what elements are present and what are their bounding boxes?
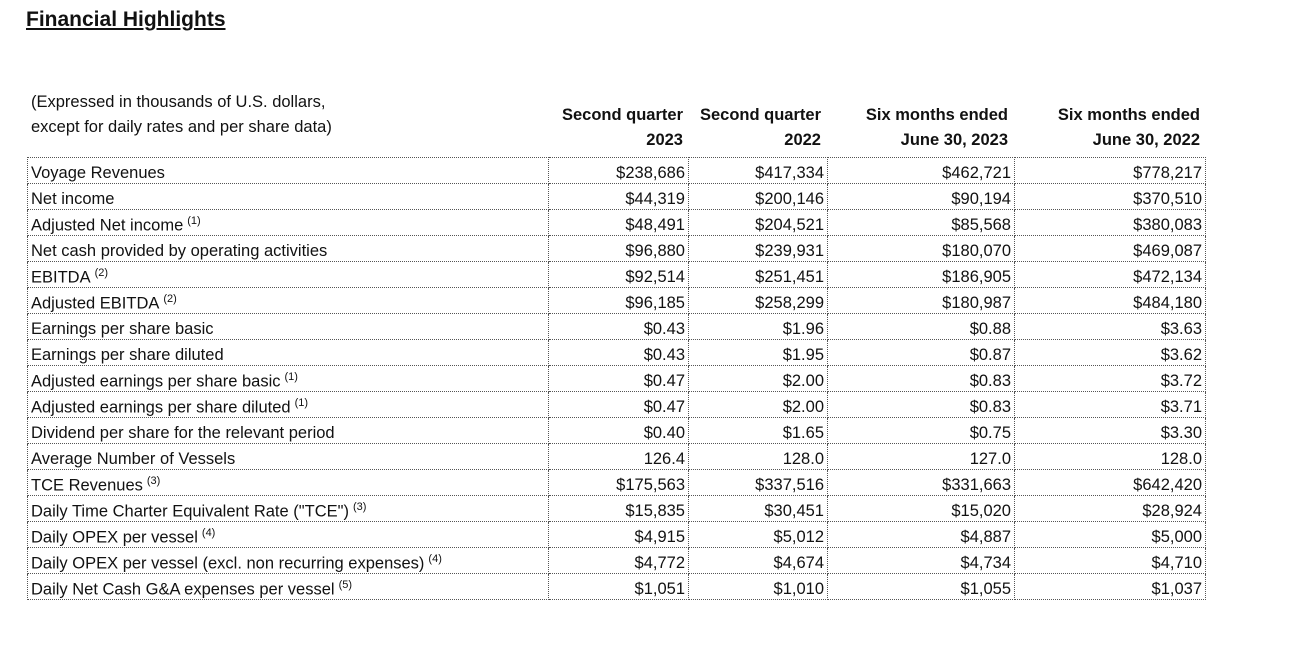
units-note (31, 90, 332, 140)
value-cell: $0.47 (549, 366, 689, 392)
value-cell: $484,180 (1015, 288, 1206, 314)
value-cell: $28,924 (1015, 496, 1206, 522)
row-label: Adjusted Net income (31, 216, 184, 234)
row-label: Dividend per share for the relevant period (31, 424, 335, 442)
table-body (28, 158, 1206, 600)
row-label-cell (28, 470, 549, 496)
value-cell: $1,055 (828, 574, 1015, 600)
footnote-marker: (1) (187, 214, 201, 227)
row-label-cell (28, 314, 549, 340)
value-cell: $5,000 (1015, 522, 1206, 548)
table-row (28, 548, 1206, 574)
table-row (28, 184, 1206, 210)
row-label-cell (28, 210, 549, 236)
table-row (28, 314, 1206, 340)
table-row (28, 496, 1206, 522)
value-cell: $15,835 (549, 496, 689, 522)
value-cell: $0.87 (828, 340, 1015, 366)
table-row (28, 522, 1206, 548)
table-row (28, 158, 1206, 184)
column-header-line2: June 30, 2022 (1092, 131, 1200, 149)
footnote-marker: (3) (352, 500, 367, 513)
value-cell: $258,299 (689, 288, 828, 314)
value-cell: $0.83 (828, 366, 1015, 392)
row-label: TCE Revenues (31, 476, 143, 494)
value-cell: $472,134 (1015, 262, 1206, 288)
units-note-line2: except for daily rates and per share data) (31, 118, 332, 136)
row-label: Earnings per share basic (31, 320, 214, 338)
value-cell: 128.0 (1015, 444, 1206, 470)
value-cell: $0.75 (828, 418, 1015, 444)
table-row (28, 262, 1206, 288)
value-cell: $4,772 (549, 548, 689, 574)
value-cell: $2.00 (689, 392, 828, 418)
table-row (28, 470, 1206, 496)
column-header-q2-2023 (552, 103, 683, 153)
value-cell: $85,568 (828, 210, 1015, 236)
footnote-marker: (2) (94, 266, 109, 279)
value-cell: $180,070 (828, 236, 1015, 262)
value-cell: $1.96 (689, 314, 828, 340)
value-cell: $186,905 (828, 262, 1015, 288)
value-cell: $4,734 (828, 548, 1015, 574)
table-row (28, 288, 1206, 314)
row-label-cell (28, 262, 549, 288)
row-label: Daily Net Cash G&A expenses per vessel (31, 580, 335, 598)
column-header-six-months-2023 (830, 103, 1008, 153)
table-row (28, 444, 1206, 470)
row-label: Voyage Revenues (31, 164, 165, 182)
value-cell: 127.0 (828, 444, 1015, 470)
value-cell: $417,334 (689, 158, 828, 184)
row-label-cell (28, 236, 549, 262)
financial-highlights-table (27, 157, 1206, 600)
row-label: Average Number of Vessels (31, 450, 236, 468)
value-cell: $380,083 (1015, 210, 1206, 236)
value-cell: $0.43 (549, 340, 689, 366)
units-note-line1: (Expressed in thousands of U.S. dollars, (31, 93, 326, 111)
footnote-marker: (4) (428, 552, 442, 565)
value-cell: $251,451 (689, 262, 828, 288)
footnote-marker: (2) (163, 292, 177, 305)
row-label-cell (28, 548, 549, 574)
value-cell: $238,686 (549, 158, 689, 184)
value-cell: $3.62 (1015, 340, 1206, 366)
value-cell: $92,514 (549, 262, 689, 288)
value-cell: $4,915 (549, 522, 689, 548)
value-cell: $5,012 (689, 522, 828, 548)
row-label-cell (28, 184, 549, 210)
footnote-marker: (3) (146, 474, 161, 487)
value-cell: $0.43 (549, 314, 689, 340)
row-label-cell (28, 366, 549, 392)
column-header-six-months-2022 (1014, 103, 1200, 153)
value-cell: $0.83 (828, 392, 1015, 418)
row-label-cell (28, 392, 549, 418)
column-header-line2: 2023 (646, 131, 683, 149)
value-cell: $4,887 (828, 522, 1015, 548)
value-cell: $96,880 (549, 236, 689, 262)
row-label: Earnings per share diluted (31, 346, 224, 364)
row-label: Daily OPEX per vessel (31, 528, 198, 546)
column-header-line2: June 30, 2023 (900, 131, 1008, 149)
column-header-line2: 2022 (784, 131, 821, 149)
row-label: Adjusted EBITDA (31, 294, 160, 312)
value-cell: $4,674 (689, 548, 828, 574)
footnote-marker: (4) (201, 526, 216, 539)
page-title: Financial Highlights (26, 8, 226, 31)
column-header-line1: Second quarter (699, 106, 821, 124)
value-cell: $1,010 (689, 574, 828, 600)
value-cell: $642,420 (1015, 470, 1206, 496)
value-cell: $337,516 (689, 470, 828, 496)
row-label: Net cash provided by operating activities (31, 242, 328, 260)
column-header-q2-2022 (690, 103, 821, 153)
value-cell: 126.4 (549, 444, 689, 470)
table-row (28, 340, 1206, 366)
row-label-cell (28, 496, 549, 522)
value-cell: $30,451 (689, 496, 828, 522)
value-cell: $778,217 (1015, 158, 1206, 184)
value-cell: $3.72 (1015, 366, 1206, 392)
value-cell: $1,051 (549, 574, 689, 600)
row-label-cell (28, 522, 549, 548)
value-cell: $96,185 (549, 288, 689, 314)
value-cell: $2.00 (689, 366, 828, 392)
value-cell: $90,194 (828, 184, 1015, 210)
row-label: Net income (31, 190, 115, 208)
row-label: EBITDA (31, 268, 91, 286)
value-cell: $1.65 (689, 418, 828, 444)
table-row (28, 392, 1206, 418)
value-cell: $4,710 (1015, 548, 1206, 574)
footnote-marker: (1) (284, 370, 298, 383)
value-cell: $3.71 (1015, 392, 1206, 418)
row-label-cell (28, 418, 549, 444)
value-cell: $3.30 (1015, 418, 1206, 444)
row-label-cell (28, 444, 549, 470)
footnote-marker: (5) (338, 578, 353, 591)
row-label: Daily Time Charter Equivalent Rate ("TCE") (31, 502, 349, 520)
table-row (28, 418, 1206, 444)
value-cell: $200,146 (689, 184, 828, 210)
value-cell: $15,020 (828, 496, 1015, 522)
table-row (28, 236, 1206, 262)
value-cell: $44,319 (549, 184, 689, 210)
column-header-line1: Six months ended (865, 106, 1008, 124)
value-cell: $469,087 (1015, 236, 1206, 262)
value-cell: $175,563 (549, 470, 689, 496)
row-label-cell (28, 288, 549, 314)
footnote-marker: (1) (294, 396, 309, 409)
value-cell: $370,510 (1015, 184, 1206, 210)
value-cell: 128.0 (689, 444, 828, 470)
value-cell: $204,521 (689, 210, 828, 236)
column-header-line1: Second quarter (561, 106, 683, 124)
value-cell: $462,721 (828, 158, 1015, 184)
value-cell: $1.95 (689, 340, 828, 366)
value-cell: $3.63 (1015, 314, 1206, 340)
row-label-cell (28, 340, 549, 366)
value-cell: $0.47 (549, 392, 689, 418)
value-cell: $48,491 (549, 210, 689, 236)
value-cell: $180,987 (828, 288, 1015, 314)
row-label-cell (28, 574, 549, 600)
value-cell: $331,663 (828, 470, 1015, 496)
value-cell: $1,037 (1015, 574, 1206, 600)
column-header-line1: Six months ended (1057, 106, 1200, 124)
row-label: Adjusted earnings per share diluted (31, 398, 291, 416)
table-row (28, 366, 1206, 392)
table-row (28, 574, 1206, 600)
value-cell: $239,931 (689, 236, 828, 262)
row-label-cell (28, 158, 549, 184)
value-cell: $0.88 (828, 314, 1015, 340)
row-label: Daily OPEX per vessel (excl. non recurring expenses) (31, 554, 425, 572)
table-row (28, 210, 1206, 236)
value-cell: $0.40 (549, 418, 689, 444)
row-label: Adjusted earnings per share basic (31, 372, 281, 390)
